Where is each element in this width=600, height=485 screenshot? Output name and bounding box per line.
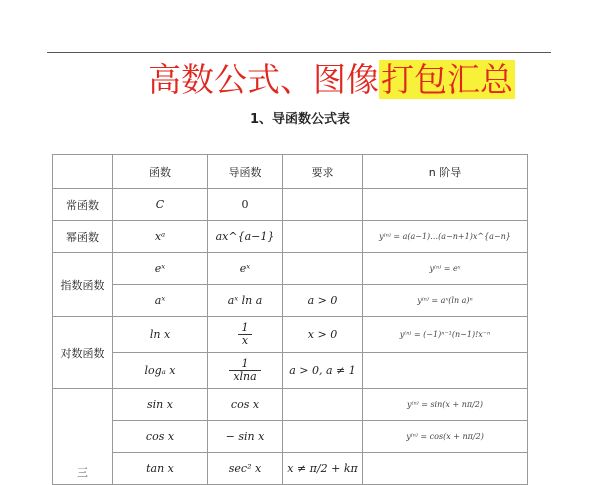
function-cell: ln x [113, 317, 208, 353]
derivative-cell: ax^{a−1} [208, 221, 283, 253]
nth-derivative-cell: y⁽ⁿ⁾ = (−1)ⁿ⁻¹(n−1)!x⁻ⁿ [363, 317, 528, 353]
derivative-cell: cos x [208, 389, 283, 421]
function-cell: cos x [113, 421, 208, 453]
nth-derivative-cell: y⁽ⁿ⁾ = cos(x + nπ/2) [363, 421, 528, 453]
nth-derivative-cell: y⁽ⁿ⁾ = eˣ [363, 253, 528, 285]
table-row [53, 285, 528, 317]
title-highlight: 打包汇总 [381, 60, 513, 99]
requirement-cell [283, 389, 363, 421]
top-rule [47, 52, 551, 53]
nth-derivative-cell [363, 453, 528, 485]
fraction-denominator: x [238, 334, 252, 347]
derivative-cell [208, 353, 283, 389]
table-row [53, 389, 528, 421]
section-heading: 1、导函数公式表 [249, 112, 351, 127]
col-header-nth-derivative: n 阶导 [363, 155, 528, 189]
derivative-cell: 0 [208, 189, 283, 221]
requirement-cell [283, 253, 363, 285]
derivative-table [52, 154, 528, 485]
category-cell: 常函数 [53, 189, 113, 221]
function-cell: tan x [113, 453, 208, 485]
fraction-denominator: xlna [229, 370, 260, 383]
table-row [53, 453, 528, 485]
function-cell: eˣ [113, 253, 208, 285]
derivative-cell: sec² x [208, 453, 283, 485]
table-header-row [53, 155, 528, 189]
nth-derivative-cell: y⁽ⁿ⁾ = aˣ(ln a)ⁿ [363, 285, 528, 317]
nth-derivative-cell: y⁽ⁿ⁾ = sin(x + nπ/2) [363, 389, 528, 421]
category-cell: 三 [53, 389, 113, 485]
requirement-cell: a > 0, a ≠ 1 [283, 353, 363, 389]
function-cell: xᵃ [113, 221, 208, 253]
nth-derivative-cell [363, 353, 528, 389]
function-cell: sin x [113, 389, 208, 421]
function-cell: C [113, 189, 208, 221]
category-cell: 指数函数 [53, 253, 113, 317]
function-cell: logₐ x [113, 353, 208, 389]
table-row [53, 317, 528, 353]
requirement-cell: a > 0 [283, 285, 363, 317]
col-header-category [53, 155, 113, 189]
title-main: 高数公式、图像 [148, 60, 379, 99]
fraction-numerator: 1 [241, 357, 249, 370]
table-row [53, 189, 528, 221]
table-row [53, 421, 528, 453]
nth-derivative-cell [363, 189, 528, 221]
nth-derivative-cell: y⁽ⁿ⁾ = a(a−1)…(a−n+1)x^{a−n} [363, 221, 528, 253]
requirement-cell [283, 221, 363, 253]
requirement-cell [283, 189, 363, 221]
col-header-function: 函数 [113, 155, 208, 189]
col-header-derivative: 导函数 [208, 155, 283, 189]
derivative-cell [208, 317, 283, 353]
table-row [53, 221, 528, 253]
category-cell: 对数函数 [53, 317, 113, 389]
function-cell: aˣ [113, 285, 208, 317]
requirement-cell: x ≠ π/2 + kπ [283, 453, 363, 485]
fraction-numerator: 1 [241, 321, 249, 334]
category-cell: 幂函数 [53, 221, 113, 253]
requirement-cell [283, 421, 363, 453]
derivative-cell: − sin x [208, 421, 283, 453]
derivative-cell: eˣ [208, 253, 283, 285]
table-row [53, 353, 528, 389]
col-header-requirement: 要求 [283, 155, 363, 189]
page-title [148, 60, 515, 100]
derivative-cell: aˣ ln a [208, 285, 283, 317]
requirement-cell: x > 0 [283, 317, 363, 353]
table-row [53, 253, 528, 285]
